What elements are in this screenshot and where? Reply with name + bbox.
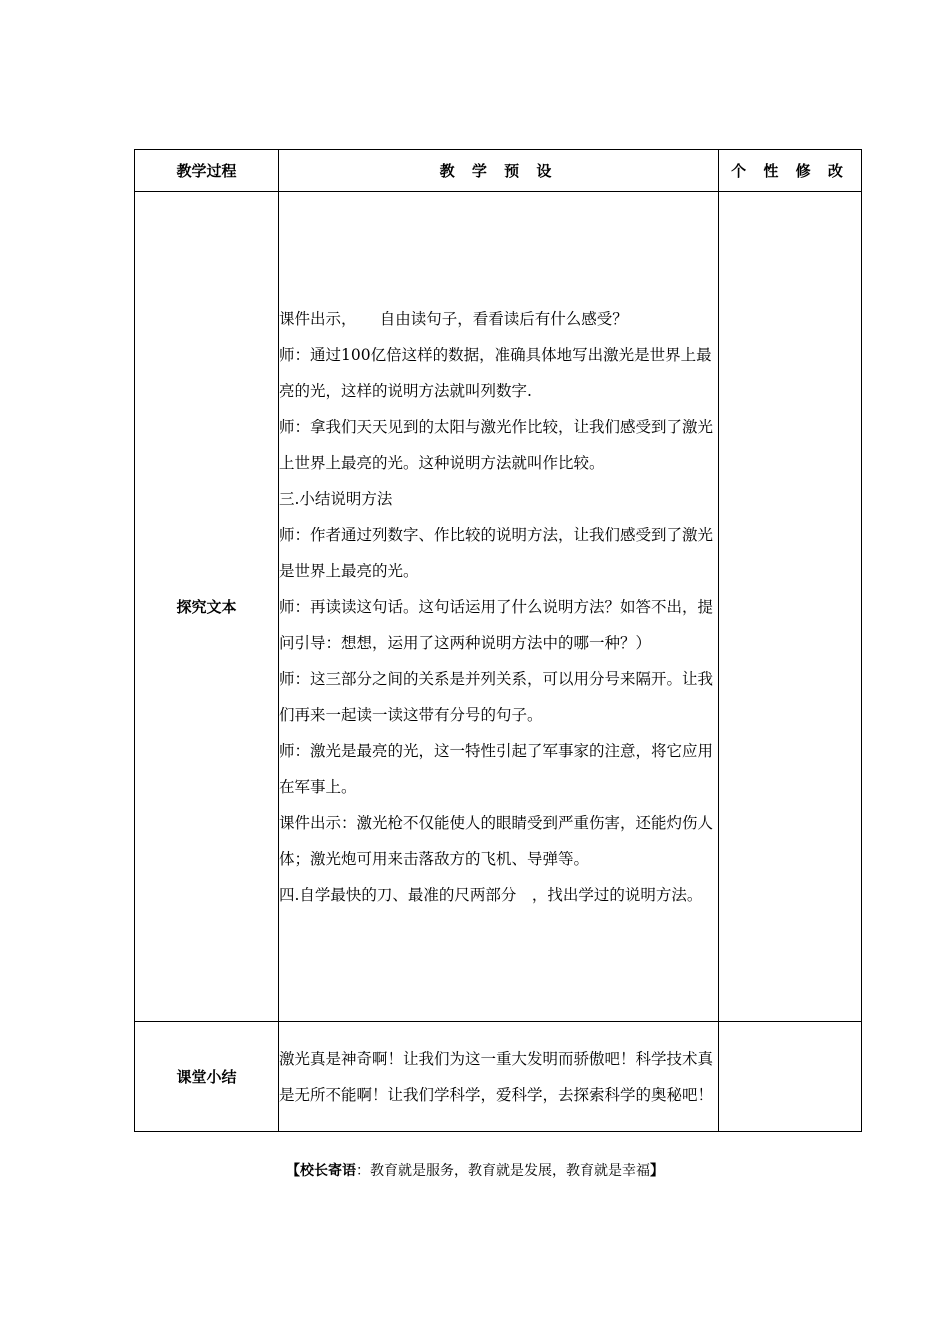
motto-label: 校长寄语 <box>300 1163 356 1179</box>
header-teaching-design: 教 学 预 设 <box>279 150 719 192</box>
paragraph: 四.自学最快的刀、最准的尺两部分 ，找出学过的说明方法。 <box>279 885 703 904</box>
paragraph: 激光真是神奇啊！让我们为这一重大发明而骄傲吧！科学技术真是无所不能啊！让我们学科学，爱科学，去探索科学的奥秘吧！ <box>279 1049 714 1104</box>
paragraph: 师：这三部分之间的关系是并列关系，可以用分号来隔开。让我们再来一起读一读这带有分号的句子。 <box>279 669 714 724</box>
motto-colon: ： <box>356 1163 370 1179</box>
paragraph: 师：作者通过列数字、作比较的说明方法，让我们感受到了激光是世界上最亮的光。 <box>279 525 714 580</box>
row-revision-class-summary <box>719 1022 862 1132</box>
paragraph: 三.小结说明方法 <box>279 489 393 508</box>
paragraph: 师：通过100亿倍这样的数据，准确具体地写出激光是世界上最亮的光，这样的说明方法就叫列数字. <box>279 345 712 400</box>
motto-text: 教育就是服务，教育就是发展，教育就是幸福 <box>370 1163 650 1179</box>
row-label-class-summary: 课堂小结 <box>135 1022 279 1132</box>
paragraph: 课件出示， 自由读句子，看看读后有什么感受？ <box>279 309 628 328</box>
header-teaching-process: 教学过程 <box>135 150 279 192</box>
motto-open-bracket: 【 <box>286 1163 300 1179</box>
paragraph: 师：激光是最亮的光，这一特性引起了军事家的注意，将它应用在军事上。 <box>279 741 714 796</box>
table-row <box>135 192 862 1022</box>
principal-motto <box>0 1160 950 1180</box>
row-revision-explore-text <box>719 192 862 1022</box>
row-content-class-summary <box>279 1022 719 1132</box>
table-row <box>135 1022 862 1132</box>
paragraph: 课件出示：激光枪不仅能使人的眼睛受到严重伤害，还能灼伤人体；激光炮可用来击落敌方的飞机、导弹等。 <box>279 813 714 868</box>
paragraph: 师：拿我们天天见到的太阳与激光作比较，让我们感受到了激光上世界上最亮的光。这种说明方法就叫作比较。 <box>279 417 714 472</box>
row-content-explore-text <box>279 192 719 1022</box>
header-personal-revision: 个 性 修 改 <box>719 150 862 192</box>
lesson-plan-table <box>134 149 862 1132</box>
motto-close-bracket: 】 <box>650 1163 664 1179</box>
row-label-explore-text: 探究文本 <box>135 192 279 1022</box>
table-header-row <box>135 150 862 192</box>
paragraph: 师：再读读这句话。这句话运用了什么说明方法？如答不出，提问引导：想想，运用了这两种说明方法中的哪一种？） <box>279 597 714 652</box>
